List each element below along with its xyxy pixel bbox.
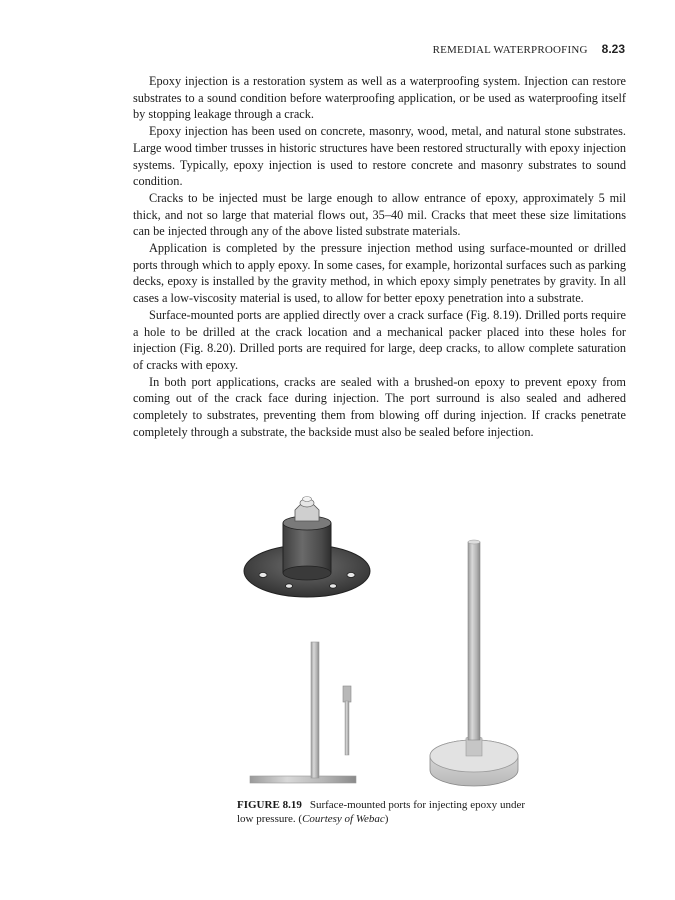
figure-credit: Courtesy of Webac	[302, 813, 385, 825]
figure-caption-text: Surface-mounted ports for injecting epoxy under low pressure. (	[237, 799, 525, 825]
running-header	[433, 42, 625, 56]
tall-port-with-disc-base	[430, 540, 518, 786]
paragraph: Epoxy injection is a restoration system as well as a waterproofing system. Injection can restore substrates to a sound condition before waterproofing application, or be used as waterproofing itself by stopping leakage through a crack.	[133, 74, 626, 122]
figure-caption-end: )	[384, 813, 389, 825]
t-shaped-port	[250, 642, 356, 783]
figure-caption	[237, 798, 525, 826]
page-number: 8.23	[601, 42, 625, 56]
paragraph: Application is completed by the pressure injection method using surface-mounted or drilled ports through which to apply epoxy. In some cases, for example, horizontal surfaces such as parking decks, epoxy is installed by the gravity method, in which epoxy simply penetrates by gravity. In all cases a low-viscosity material is used, to allow for better epoxy penetration into a substrate.	[133, 241, 626, 306]
figure-8-19-image	[230, 490, 535, 800]
injection-ports-illustration	[230, 490, 535, 800]
paragraph: In both port applications, cracks are sealed with a brushed-on epoxy to prevent epoxy from coming out of the crack face during injection. The port surround is also sealed and adhered completely to substrates, preventing them from blowing off during injection. If cracks penetrate completely through a substrate, the backside must also be sealed before injection.	[133, 374, 626, 439]
surface-port-with-plate	[244, 497, 370, 598]
small-pin-port	[343, 686, 351, 755]
paragraph: Epoxy injection has been used on concrete, masonry, wood, metal, and natural stone substrates. Large wood timber trusses in historic structures have been restored structurally with epoxy injection systems. Typically, epoxy injection is used to restore concrete and masonry substrates to sound condition.	[133, 124, 626, 189]
paragraph: Cracks to be injected must be large enough to allow entrance of epoxy, approximately 5 mil thick, and not so large that material flows out, 35–40 mil. Cracks that meet these size limitations can be injected through any of the above listed substrate materials.	[133, 190, 626, 239]
paragraph: Surface-mounted ports are applied directly over a crack surface (Fig. 8.19). Drilled ports require a hole to be drilled at the crack location and a mechanical packer placed into these holes for injection (Fig. 8.20). Drilled ports are required for large, deep cracks, to allow complete saturation of cracks with epoxy.	[133, 307, 626, 372]
body-text	[133, 73, 626, 440]
running-header-title: REMEDIAL WATERPROOFING	[432, 44, 588, 56]
figure-label: FIGURE 8.19	[237, 799, 302, 811]
